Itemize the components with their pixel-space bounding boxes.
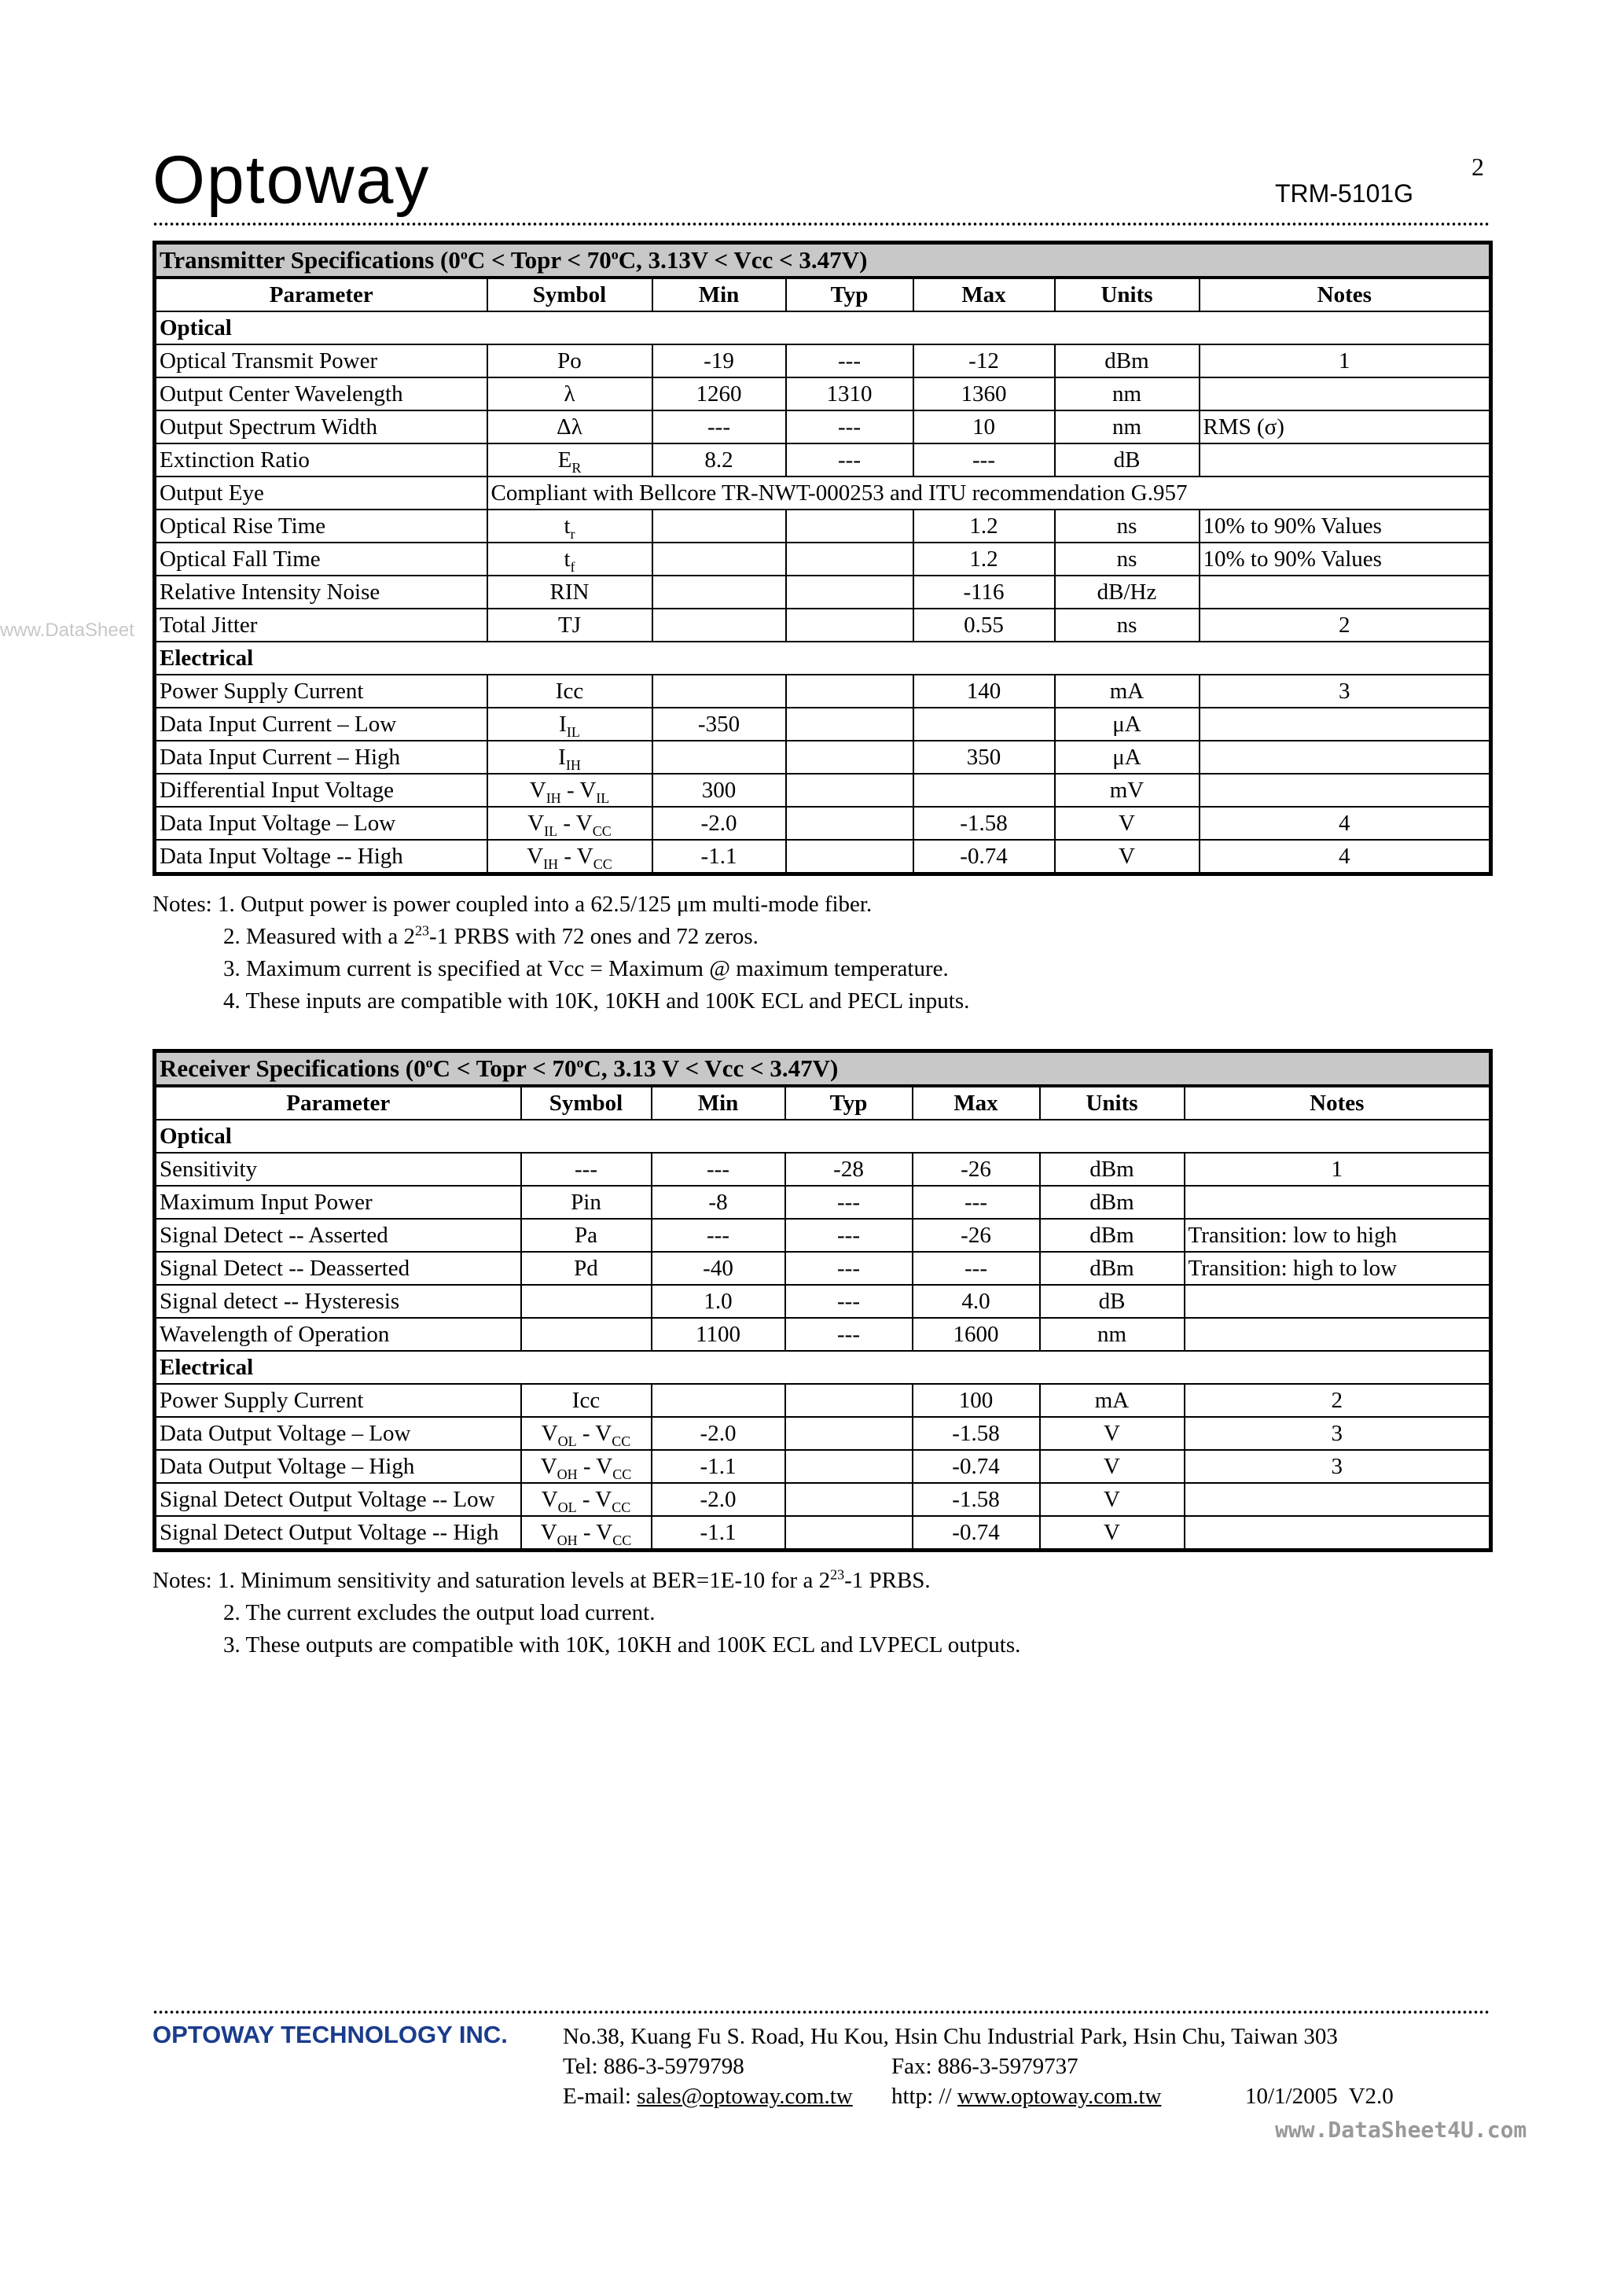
footer-tel: Tel: 886-3-5979798 xyxy=(563,2054,744,2079)
parameter-cell: Maximum Input Power xyxy=(155,1186,521,1219)
min-cell xyxy=(652,1384,785,1417)
column-header-max: Max xyxy=(913,1086,1040,1120)
max-cell xyxy=(913,708,1055,741)
table-row xyxy=(155,741,1491,774)
max-cell: 140 xyxy=(913,675,1055,708)
symbol-cell: Pd xyxy=(521,1252,652,1285)
units-cell: dBm xyxy=(1040,1186,1185,1219)
max-cell: 1.2 xyxy=(913,510,1055,543)
typ-cell: --- xyxy=(785,1252,913,1285)
column-header-max: Max xyxy=(913,278,1055,311)
symbol-cell xyxy=(521,1318,652,1351)
min-cell: 300 xyxy=(652,774,786,807)
column-header-notes: Notes xyxy=(1185,1086,1491,1120)
footer-address: No.38, Kuang Fu S. Road, Hu Kou, Hsin Chu Industrial Park, Hsin Chu, Taiwan 303 xyxy=(563,2024,1338,2049)
units-cell: dB/Hz xyxy=(1055,576,1200,609)
typ-cell: --- xyxy=(786,344,913,377)
typ-cell xyxy=(786,774,913,807)
parameter-cell: Optical Fall Time xyxy=(155,543,487,576)
min-cell: -1.1 xyxy=(652,840,786,874)
notes-cell xyxy=(1185,1285,1491,1318)
table-row xyxy=(155,1516,1491,1551)
section-header-optical: Optical xyxy=(155,1120,1491,1153)
parameter-cell: Relative Intensity Noise xyxy=(155,576,487,609)
max-cell xyxy=(913,774,1055,807)
max-cell: -1.58 xyxy=(913,1483,1040,1516)
table-row xyxy=(155,1483,1491,1516)
table-row xyxy=(155,543,1491,576)
max-cell: 0.55 xyxy=(913,609,1055,642)
table-row xyxy=(155,807,1491,840)
receiver-notes xyxy=(152,1565,1489,1661)
symbol-cell: $E_R$ xyxy=(487,443,652,476)
typ-cell xyxy=(786,708,913,741)
max-cell: -26 xyxy=(913,1153,1040,1186)
column-header-symbol: Symbol xyxy=(487,278,652,311)
notes-cell: 4 xyxy=(1200,807,1491,840)
parameter-cell: Data Input Current – Low xyxy=(155,708,487,741)
max-cell: -26 xyxy=(913,1219,1040,1252)
spanned-value-cell: Compliant with Bellcore TR-NWT-000253 and ITU recommendation G.957 xyxy=(487,476,1491,510)
parameter-cell: Signal Detect -- Deasserted xyxy=(155,1252,521,1285)
notes-cell: 10% to 90% Values xyxy=(1200,510,1491,543)
max-cell: 350 xyxy=(913,741,1055,774)
max-cell: -0.74 xyxy=(913,1450,1040,1483)
units-cell: nm xyxy=(1055,410,1200,443)
footer-email-line xyxy=(563,2084,853,2110)
typ-cell xyxy=(786,807,913,840)
parameter-cell: Extinction Ratio xyxy=(155,443,487,476)
min-cell: -1.1 xyxy=(652,1450,785,1483)
notes-cell xyxy=(1200,377,1491,410)
min-cell: -2.0 xyxy=(652,1417,785,1450)
transmitter-table-title: Transmitter Specifications ($0^oC$ < Topr < $70^oC$, 3.13V < Vcc < 3.47V) xyxy=(155,243,1491,278)
min-cell: -40 xyxy=(652,1252,785,1285)
footer-email-label: E-mail: xyxy=(563,2084,637,2109)
footer-fax: Fax: 886-3-5979737 xyxy=(891,2054,1078,2079)
table-row xyxy=(155,344,1491,377)
table-row xyxy=(155,774,1491,807)
typ-cell xyxy=(785,1384,913,1417)
typ-cell: --- xyxy=(786,443,913,476)
min-cell xyxy=(652,675,786,708)
typ-cell xyxy=(786,609,913,642)
notes-cell: 3 xyxy=(1200,675,1491,708)
min-cell xyxy=(652,576,786,609)
table-row xyxy=(155,1186,1491,1219)
symbol-cell: $I_{IL}$ xyxy=(487,708,652,741)
parameter-cell: Signal Detect Output Voltage -- Low xyxy=(155,1483,521,1516)
typ-cell: --- xyxy=(785,1186,913,1219)
table-row xyxy=(155,1384,1491,1417)
max-cell: -116 xyxy=(913,576,1055,609)
typ-cell xyxy=(785,1417,913,1450)
units-cell: ns xyxy=(1055,543,1200,576)
min-cell: --- xyxy=(652,410,786,443)
min-cell: --- xyxy=(652,1219,785,1252)
units-cell: mV xyxy=(1055,774,1200,807)
symbol-cell: Icc xyxy=(487,675,652,708)
max-cell: 1360 xyxy=(913,377,1055,410)
table-row xyxy=(155,609,1491,642)
min-cell: -19 xyxy=(652,344,786,377)
notes-cell: 1 xyxy=(1185,1153,1491,1186)
symbol-cell: $V_{OL} - V_{CC}$ xyxy=(521,1417,652,1450)
receiver-spec-table xyxy=(152,1049,1493,1552)
typ-cell xyxy=(785,1450,913,1483)
units-cell: dB xyxy=(1055,443,1200,476)
symbol-cell: TJ xyxy=(487,609,652,642)
max-cell: 4.0 xyxy=(913,1285,1040,1318)
parameter-cell: Data Output Voltage – Low xyxy=(155,1417,521,1450)
max-cell: -1.58 xyxy=(913,807,1055,840)
max-cell: --- xyxy=(913,1186,1040,1219)
notes-cell xyxy=(1185,1318,1491,1351)
typ-cell xyxy=(786,510,913,543)
table-row xyxy=(155,1285,1491,1318)
footer-email-link[interactable]: sales@optoway.com.tw xyxy=(637,2084,853,2109)
typ-cell xyxy=(786,840,913,874)
symbol-cell: $V_{IH} - V_{CC}$ xyxy=(487,840,652,874)
table-row xyxy=(155,840,1491,874)
column-header-parameter: Parameter xyxy=(155,278,487,311)
symbol-cell: $V_{OL} - V_{CC}$ xyxy=(521,1483,652,1516)
units-cell: V xyxy=(1040,1483,1185,1516)
units-cell: dBm xyxy=(1055,344,1200,377)
table-row xyxy=(155,476,1491,510)
notes-cell xyxy=(1200,708,1491,741)
symbol-cell: Pin xyxy=(521,1186,652,1219)
receiver-note-3: 3. These outputs are compatible with 10K, 10KH and 100K ECL and LVPECL outputs. xyxy=(223,1632,1021,1658)
max-cell: 100 xyxy=(913,1384,1040,1417)
column-header-units: Units xyxy=(1040,1086,1185,1120)
max-cell: -12 xyxy=(913,344,1055,377)
notes-cell: 2 xyxy=(1200,609,1491,642)
column-header-parameter: Parameter xyxy=(155,1086,521,1120)
table-row xyxy=(155,1219,1491,1252)
notes-cell: 4 xyxy=(1200,840,1491,874)
footer-website-link[interactable]: www.optoway.com.tw xyxy=(957,2084,1162,2109)
transmitter-note-3: 3. Maximum current is specified at Vcc = Maximum @ maximum temperature. xyxy=(223,956,949,981)
notes-cell: 1 xyxy=(1200,344,1491,377)
symbol-cell: Icc xyxy=(521,1384,652,1417)
transmitter-spec-table xyxy=(152,241,1493,876)
parameter-cell: Output Center Wavelength xyxy=(155,377,487,410)
symbol-cell: $V_{OH} - V_{CC}$ xyxy=(521,1450,652,1483)
min-cell: 1.0 xyxy=(652,1285,785,1318)
parameter-cell: Power Supply Current xyxy=(155,1384,521,1417)
notes-cell xyxy=(1185,1516,1491,1551)
typ-cell xyxy=(786,741,913,774)
parameter-cell: Optical Rise Time xyxy=(155,510,487,543)
max-cell: 10 xyxy=(913,410,1055,443)
notes-cell xyxy=(1185,1483,1491,1516)
notes-cell xyxy=(1200,443,1491,476)
table-row xyxy=(155,377,1491,410)
units-cell: mA xyxy=(1040,1384,1185,1417)
column-header-typ: Typ xyxy=(785,1086,913,1120)
notes-cell xyxy=(1200,576,1491,609)
symbol-cell: $t_f$ xyxy=(487,543,652,576)
watermark-left: www.DataSheet xyxy=(0,620,134,641)
symbol-cell: $V_{OH} - V_{CC}$ xyxy=(521,1516,652,1551)
column-header-units: Units xyxy=(1055,278,1200,311)
table-row xyxy=(155,1450,1491,1483)
notes-cell: 3 xyxy=(1185,1417,1491,1450)
parameter-cell: Power Supply Current xyxy=(155,675,487,708)
parameter-cell: Wavelength of Operation xyxy=(155,1318,521,1351)
max-cell: --- xyxy=(913,1252,1040,1285)
min-cell: -2.0 xyxy=(652,1483,785,1516)
max-cell: -0.74 xyxy=(913,1516,1040,1551)
typ-cell xyxy=(786,675,913,708)
min-cell xyxy=(652,510,786,543)
symbol-cell: $t_r$ xyxy=(487,510,652,543)
units-cell: nm xyxy=(1040,1318,1185,1351)
notes-cell xyxy=(1200,741,1491,774)
min-cell: -1.1 xyxy=(652,1516,785,1551)
parameter-cell: Signal Detect -- Asserted xyxy=(155,1219,521,1252)
min-cell: -8 xyxy=(652,1186,785,1219)
typ-cell: 1310 xyxy=(786,377,913,410)
notes-cell: Transition: low to high xyxy=(1185,1219,1491,1252)
notes-cell: 3 xyxy=(1185,1450,1491,1483)
symbol-cell: $I_{IH}$ xyxy=(487,741,652,774)
symbol-cell: --- xyxy=(521,1153,652,1186)
transmitter-note-2: 2. Measured with a $2^{23}-1$ PRBS with 72 ones and 72 zeros. xyxy=(223,922,759,949)
units-cell: mA xyxy=(1055,675,1200,708)
parameter-cell: Total Jitter xyxy=(155,609,487,642)
watermark-bottom-right: www.DataSheet4U.com xyxy=(1275,2117,1527,2143)
parameter-cell: Output Spectrum Width xyxy=(155,410,487,443)
notes-cell: Transition: high to low xyxy=(1185,1252,1491,1285)
footer-http-label: http: // xyxy=(891,2084,957,2109)
footer-divider xyxy=(152,2010,1489,2015)
notes-cell: 10% to 90% Values xyxy=(1200,543,1491,576)
min-cell xyxy=(652,741,786,774)
typ-cell xyxy=(785,1483,913,1516)
notes-cell: RMS (σ) xyxy=(1200,410,1491,443)
max-cell: -0.74 xyxy=(913,840,1055,874)
parameter-cell: Differential Input Voltage xyxy=(155,774,487,807)
page-number: 2 xyxy=(1472,153,1484,181)
notes-cell xyxy=(1185,1186,1491,1219)
max-cell: 1.2 xyxy=(913,543,1055,576)
transmitter-note-1: Notes: 1. Output power is power coupled into a 62.5/125 μm multi-mode fiber. xyxy=(152,892,873,917)
notes-cell: 2 xyxy=(1185,1384,1491,1417)
min-cell: 1100 xyxy=(652,1318,785,1351)
table-row xyxy=(155,708,1491,741)
max-cell: -1.58 xyxy=(913,1417,1040,1450)
column-header-min: Min xyxy=(652,1086,785,1120)
typ-cell xyxy=(785,1516,913,1551)
max-cell: --- xyxy=(913,443,1055,476)
footer-web-line xyxy=(891,2084,1161,2110)
table-row xyxy=(155,576,1491,609)
units-cell: dBm xyxy=(1040,1252,1185,1285)
parameter-cell: Data Input Voltage -- High xyxy=(155,840,487,874)
units-cell: V xyxy=(1040,1450,1185,1483)
parameter-cell: Data Input Voltage – Low xyxy=(155,807,487,840)
units-cell: dBm xyxy=(1040,1153,1185,1186)
typ-cell xyxy=(786,543,913,576)
units-cell: nm xyxy=(1055,377,1200,410)
units-cell: V xyxy=(1055,840,1200,874)
symbol-cell: RIN xyxy=(487,576,652,609)
table-row xyxy=(155,675,1491,708)
parameter-cell: Output Eye xyxy=(155,476,487,510)
symbol-cell: Pa xyxy=(521,1219,652,1252)
symbol-cell: $V_{IL} - V_{CC}$ xyxy=(487,807,652,840)
transmitter-note-4: 4. These inputs are compatible with 10K, 10KH and 100K ECL and PECL inputs. xyxy=(223,988,970,1014)
min-cell: 1260 xyxy=(652,377,786,410)
typ-cell: --- xyxy=(785,1285,913,1318)
units-cell: V xyxy=(1040,1417,1185,1450)
table-row xyxy=(155,443,1491,476)
symbol-cell xyxy=(521,1285,652,1318)
section-header-optical: Optical xyxy=(155,311,1491,344)
table-row xyxy=(155,1153,1491,1186)
parameter-cell: Data Input Current – High xyxy=(155,741,487,774)
table-row xyxy=(155,1252,1491,1285)
receiver-note-2: 2. The current excludes the output load current. xyxy=(223,1600,656,1625)
min-cell xyxy=(652,543,786,576)
header-divider xyxy=(152,222,1489,226)
max-cell: 1600 xyxy=(913,1318,1040,1351)
column-header-typ: Typ xyxy=(786,278,913,311)
column-header-symbol: Symbol xyxy=(521,1086,652,1120)
typ-cell: -28 xyxy=(785,1153,913,1186)
units-cell: ns xyxy=(1055,510,1200,543)
units-cell: dB xyxy=(1040,1285,1185,1318)
parameter-cell: Signal detect -- Hysteresis xyxy=(155,1285,521,1318)
min-cell xyxy=(652,609,786,642)
parameter-cell: Optical Transmit Power xyxy=(155,344,487,377)
min-cell: 8.2 xyxy=(652,443,786,476)
receiver-note-1: Notes: 1. Minimum sensitivity and saturation levels at BER=1E-10 for a $2^{23}-1$ PRBS. xyxy=(152,1566,931,1593)
transmitter-notes xyxy=(152,889,1489,1017)
parameter-cell: Sensitivity xyxy=(155,1153,521,1186)
table-row xyxy=(155,1318,1491,1351)
symbol-cell: λ xyxy=(487,377,652,410)
symbol-cell: Δλ xyxy=(487,410,652,443)
receiver-table-title: Receiver Specifications ($0^oC$ < Topr < $70^oC$, 3.13 V < Vcc < 3.47V) xyxy=(155,1051,1491,1087)
symbol-cell: $V_{IH} - V_{IL}$ xyxy=(487,774,652,807)
typ-cell: --- xyxy=(785,1318,913,1351)
company-logo: Optoway xyxy=(152,142,431,218)
footer-company-name: OPTOWAY TECHNOLOGY INC. xyxy=(152,2021,508,2048)
notes-cell xyxy=(1200,774,1491,807)
parameter-cell: Signal Detect Output Voltage -- High xyxy=(155,1516,521,1551)
parameter-cell: Data Output Voltage – High xyxy=(155,1450,521,1483)
units-cell: V xyxy=(1040,1516,1185,1551)
units-cell: μA xyxy=(1055,708,1200,741)
table-row xyxy=(155,1417,1491,1450)
table-row xyxy=(155,410,1491,443)
units-cell: μA xyxy=(1055,741,1200,774)
typ-cell xyxy=(786,576,913,609)
min-cell: -350 xyxy=(652,708,786,741)
section-header-electrical: Electrical xyxy=(155,1351,1491,1384)
symbol-cell: Po xyxy=(487,344,652,377)
units-cell: V xyxy=(1055,807,1200,840)
typ-cell: --- xyxy=(786,410,913,443)
min-cell: -2.0 xyxy=(652,807,786,840)
column-header-min: Min xyxy=(652,278,786,311)
units-cell: ns xyxy=(1055,609,1200,642)
column-header-notes: Notes xyxy=(1200,278,1491,311)
section-header-electrical: Electrical xyxy=(155,642,1491,675)
min-cell: --- xyxy=(652,1153,785,1186)
table-row xyxy=(155,510,1491,543)
footer-date-version: 10/1/2005 V2.0 xyxy=(1245,2084,1394,2109)
units-cell: dBm xyxy=(1040,1219,1185,1252)
typ-cell: --- xyxy=(785,1219,913,1252)
model-number: TRM-5101G xyxy=(1275,179,1414,208)
